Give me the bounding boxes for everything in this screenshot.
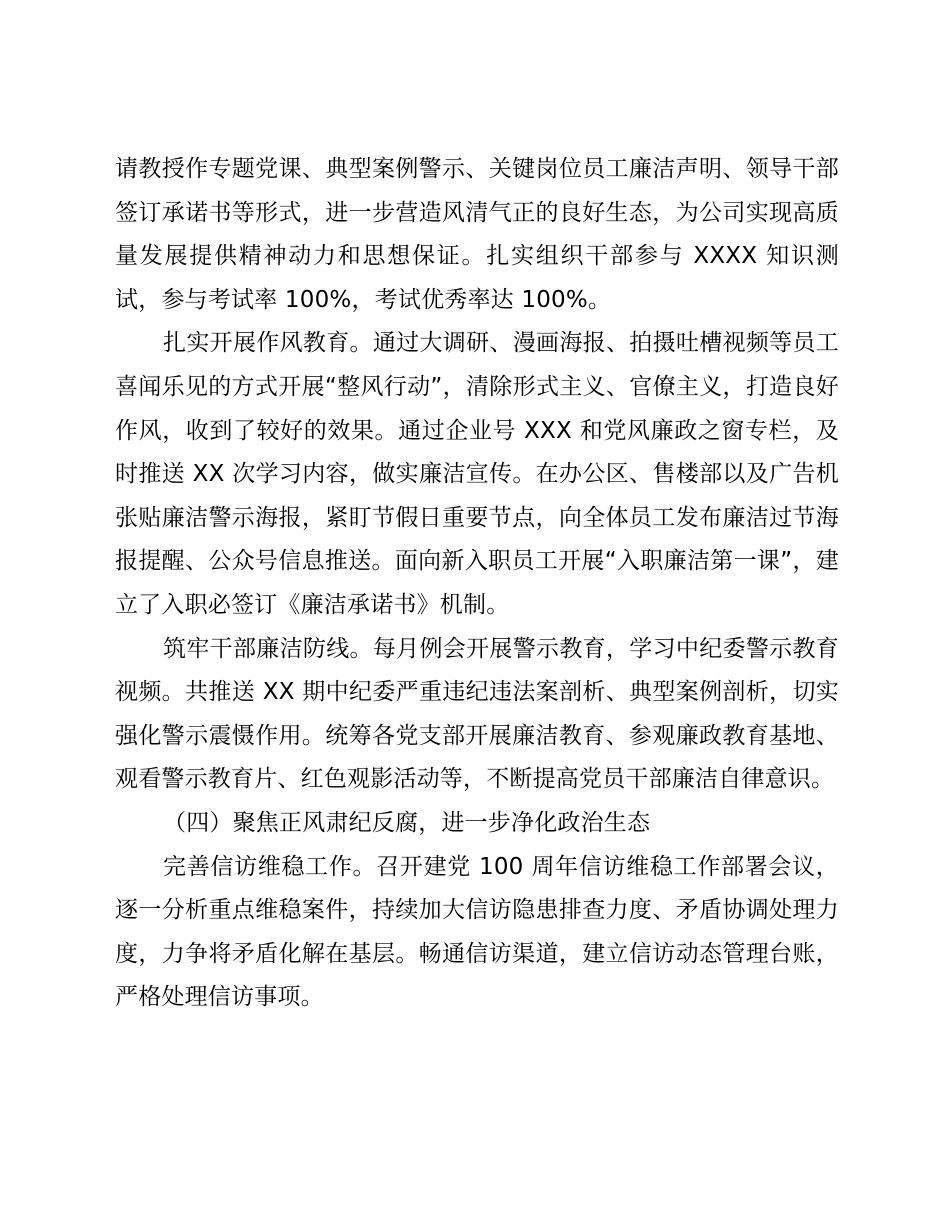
- document-body: [115, 148, 839, 1020]
- section-heading: （四）聚焦正风肃纪反腐，进一步净化政治生态: [163, 809, 651, 836]
- paragraph-petition-work: 完善信访维稳工作。召开建党 100 周年信访维稳工作部署会议，逐一分析重点维稳案件，持续加大信访隐患排查力度、矛盾协调处理力度，力争将矛盾化解在基层。畅通信访渠道，建立信访动态管理台账，严格处理信访事项。: [115, 853, 839, 1011]
- paragraph-style-education: 扎实开展作风教育。通过大调研、漫画海报、拍摄吐槽视频等员工喜闻乐见的方式开展“整风行动”，清除形式主义、官僚主义，打造良好作风，收到了较好的效果。通过企业号 XXX 和党风廉政之窗专栏，及时推送 XX 次学习内容，做实廉洁宣传。在办公区、售楼部以及广告机张贴廉洁警示海报，紧盯节假日重要节点，向全体员工发布廉洁过节海报提醒、公众号信息推送。面向新入职员工开展“入职廉洁第一课”，建立了入职必签订《廉洁承诺书》机制。: [115, 330, 839, 618]
- paragraph-continuation: 请教授作专题党课、典型案例警示、关键岗位员工廉洁声明、领导干部签订承诺书等形式，进一步营造风清气正的良好生态，为公司实现高质量发展提供精神动力和思想保证。扎实组织干部参与 XXXX 知识测试，参与考试率 100%，考试优秀率达 100%。: [115, 156, 839, 313]
- paragraph-integrity-defense: 筑牢干部廉洁防线。每月例会开展警示教育，学习中纪委警示教育视频。共推送 XX 期中纪委严重违纪违法案剖析、典型案例剖析，切实强化警示震慑作用。统筹各党支部开展廉洁教育、参观廉政教育基地、观看警示教育片、红色观影活动等，不断提高党员干部廉洁自律意识。: [115, 635, 839, 793]
